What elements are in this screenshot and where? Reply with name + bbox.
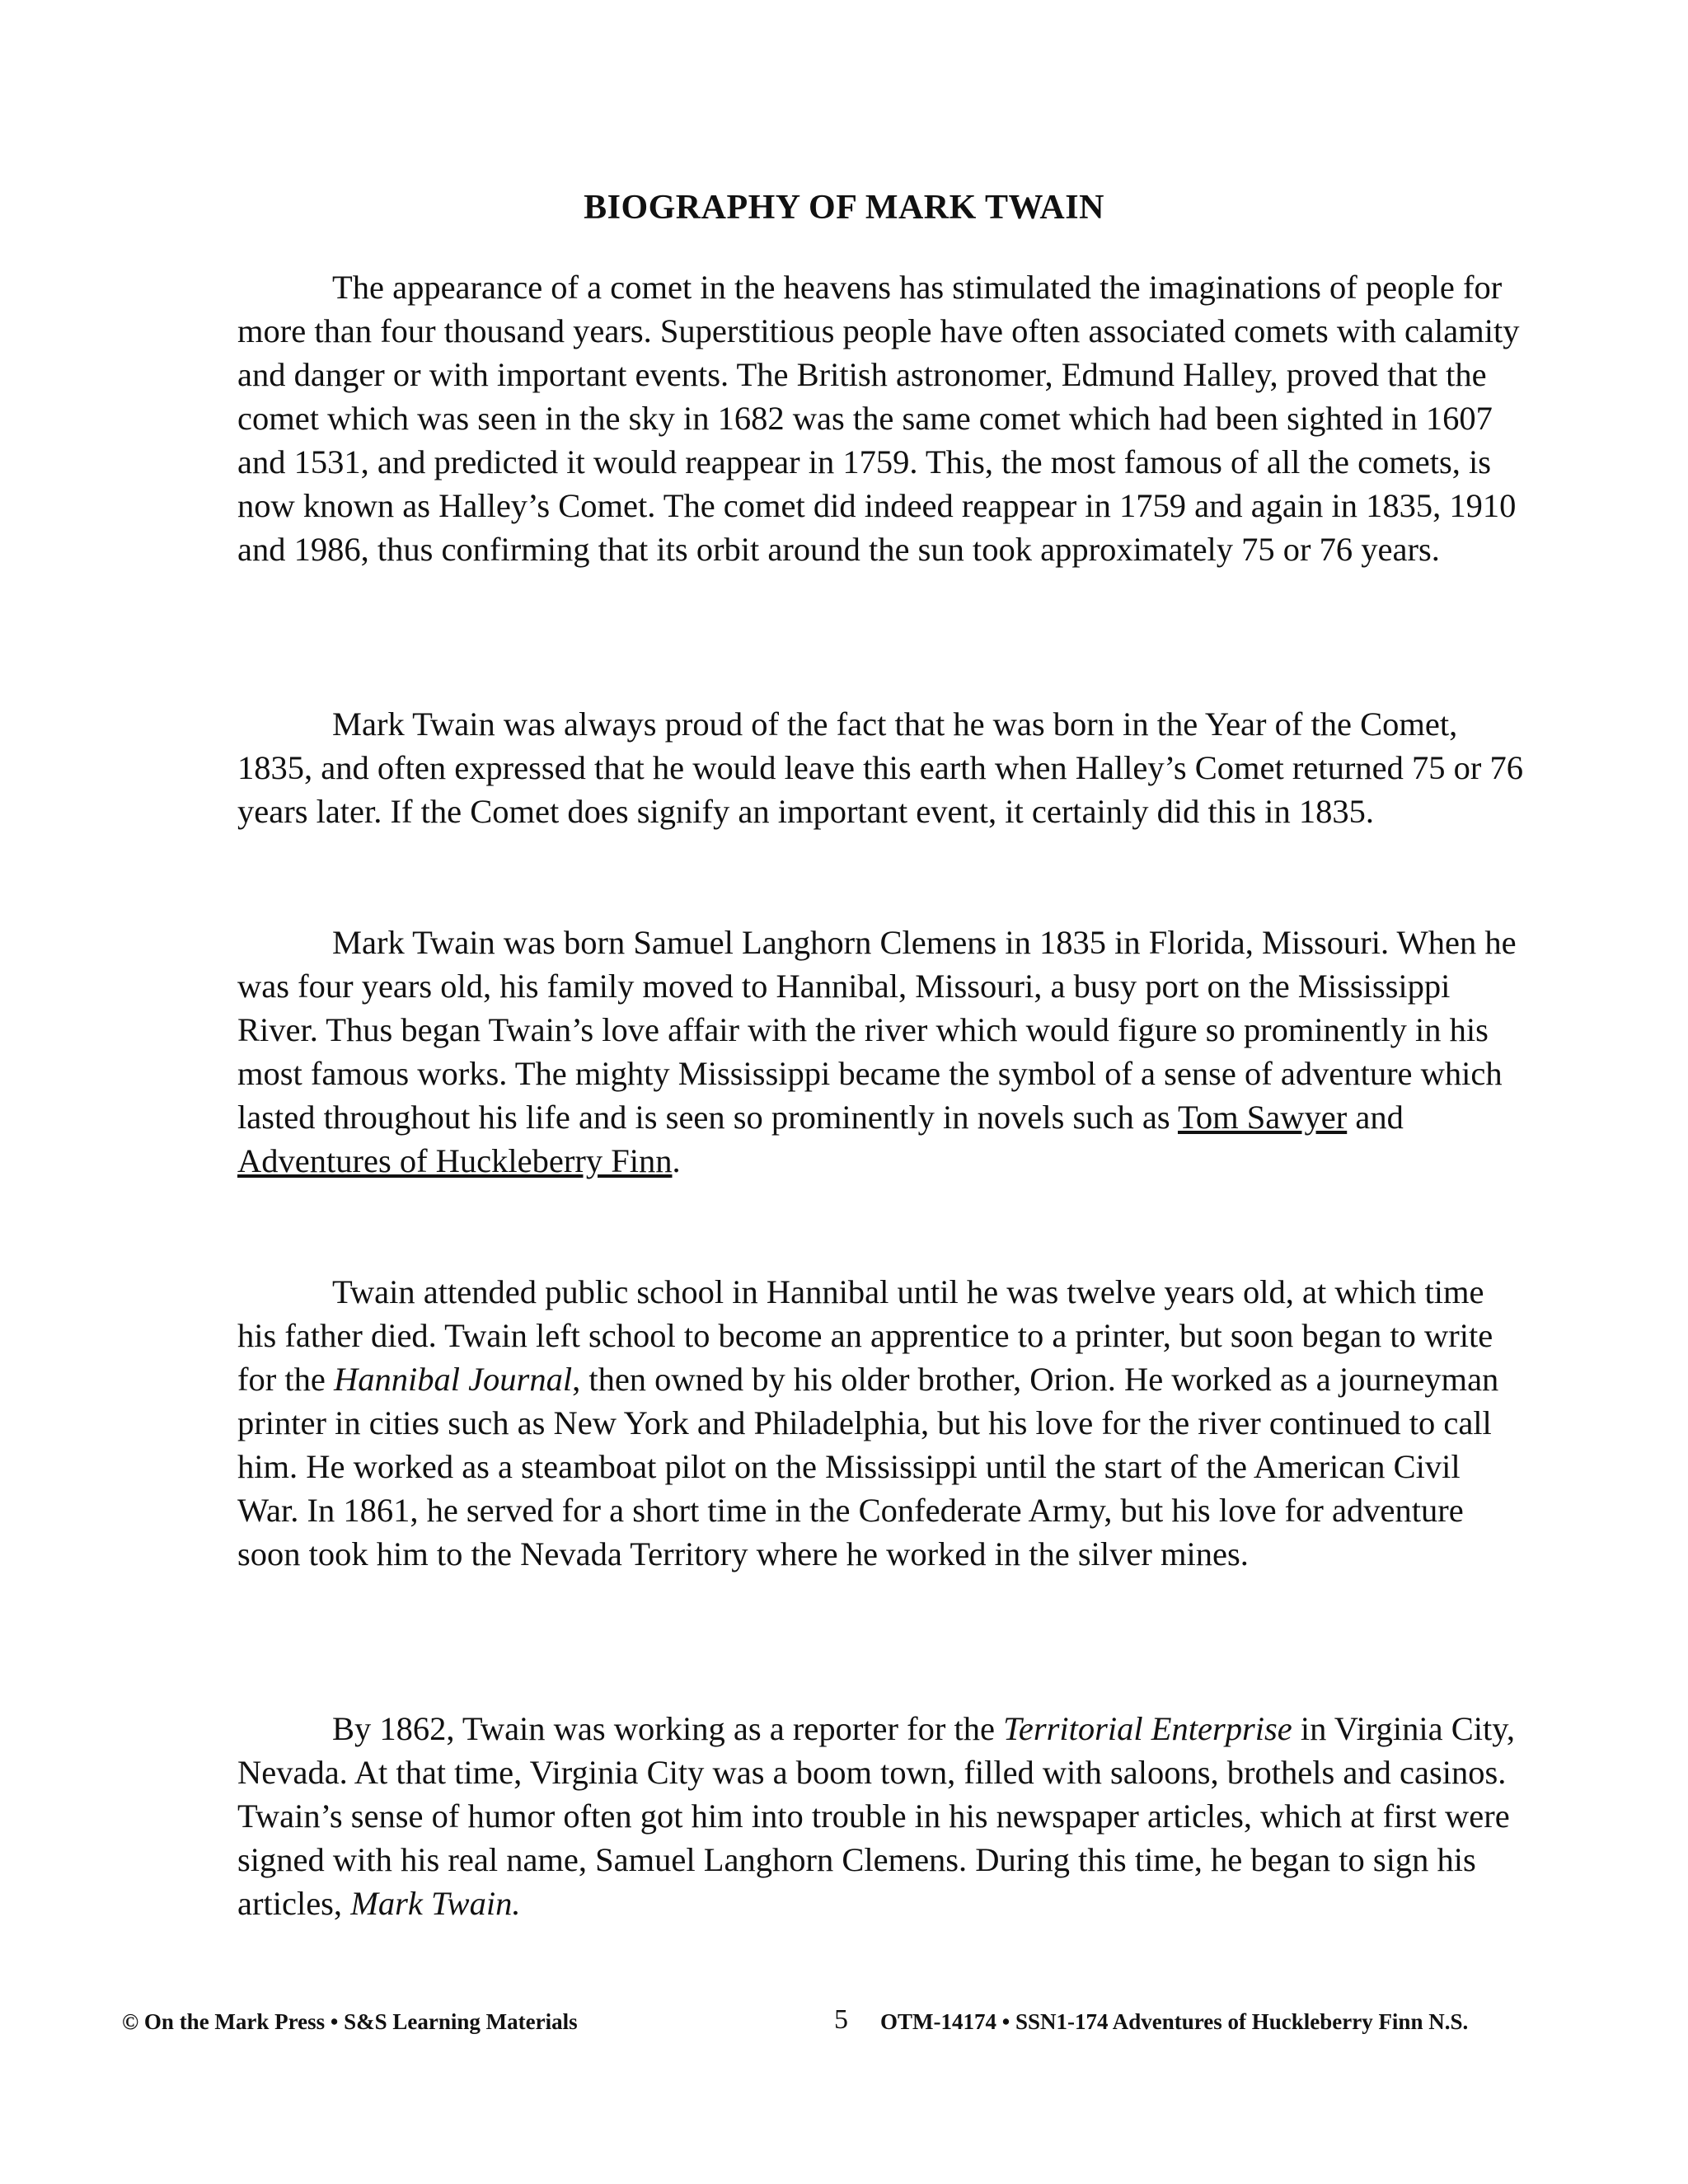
italic-hannibal-journal: Hannibal Journal	[333, 1361, 573, 1398]
paragraph-1	[237, 265, 1523, 571]
paragraph-3-part1: Mark Twain was born Samuel Langhorn Clemens in 1835 in Florida, Missouri. When he was four years old, his family moved to Hannibal, Missouri, a busy port on the Mississippi River. Thus began Twain’s love affair with the river which would figure so prominently in his most famous works. The mighty Mississippi became the symbol of a sense of adventure which lasted throughout his life and is seen so prominently in novels such as	[237, 924, 1517, 1136]
book-title-huckleberry-finn: Adventures of Huckleberry Finn	[237, 1142, 673, 1179]
paragraph-4-text	[237, 1270, 1523, 1576]
italic-territorial-enterprise: Territorial Enterprise	[1003, 1710, 1292, 1747]
paragraph-2-text: Mark Twain was always proud of the fact that he was born in the Year of the Comet, 1835, and often expressed that he would leave this earth when Halley’s Comet returned 75 or 76 years later. If the Comet does signify an important event, it certainly did this in 1835.	[237, 705, 1523, 830]
book-title-tom-sawyer: Tom Sawyer	[1177, 1099, 1348, 1136]
paragraph-5-text	[237, 1707, 1523, 1925]
paragraph-5-part1: By 1862, Twain was working as a reporter for the	[332, 1710, 1004, 1747]
paragraph-4-part2: , then owned by his older brother, Orion. He worked as a journeyman printer in cities such as New York and Philadelphia, but his love for the river continued to call him. He worked as a steamboat pilot on the Mississippi until the start of the American Civil War. In 1861, he served for a short time in the Confederate Army, but his love for adventure soon took him to the Nevada Territory where he worked in the silver mines.	[237, 1361, 1499, 1572]
paragraph-4	[237, 1270, 1523, 1576]
paragraph-5	[237, 1707, 1523, 1925]
paragraph-3-part3: .	[672, 1142, 681, 1179]
paragraph-2	[237, 702, 1523, 833]
paragraph-5-part2: in Virginia City, Nevada. At that time, Virginia City was a boom town, filled with saloons, brothels and casinos. Twain’s sense of humor often got him into trouble in his newspaper articles, which at first were signed with his real name, Samuel Langhorn Clemens. During this time, he began to sign his articles,	[237, 1710, 1515, 1922]
page-title: BIOGRAPHY OF MARK TWAIN	[584, 189, 1104, 227]
footer-publisher: © On the Mark Press • S&S Learning Materials	[122, 2009, 578, 2034]
paragraph-3	[237, 921, 1523, 1183]
footer-catalog-info: OTM-14174 • SSN1-174 Adventures of Huckleberry Finn N.S.	[880, 2009, 1469, 2034]
italic-mark-twain: Mark Twain.	[350, 1885, 521, 1922]
paragraph-3-text	[237, 921, 1523, 1183]
paragraph-1-text: The appearance of a comet in the heavens has stimulated the imaginations of people for more than four thousand years. Superstitious people have often associated comets with calamity and danger or with important events. The British astronomer, Edmund Halley, proved that the comet which was seen in the sky in 1682 was the same comet which had been sighted in 1607 and 1531, and predicted it would reappear in 1759. This, the most famous of all the comets, is now known as Halley’s Comet. The comet did indeed reappear in 1759 and again in 1835, 1910 and 1986, thus confirming that its orbit around the sun took approximately 75 or 76 years.	[237, 269, 1520, 568]
paragraph-4-part1: Twain attended public school in Hannibal until he was twelve years old, at which time his father died. Twain left school to become an apprentice to a printer, but soon began to write for the	[237, 1273, 1493, 1398]
footer-page-number: 5	[834, 2004, 848, 2035]
paragraph-3-part2: and	[1347, 1099, 1404, 1136]
